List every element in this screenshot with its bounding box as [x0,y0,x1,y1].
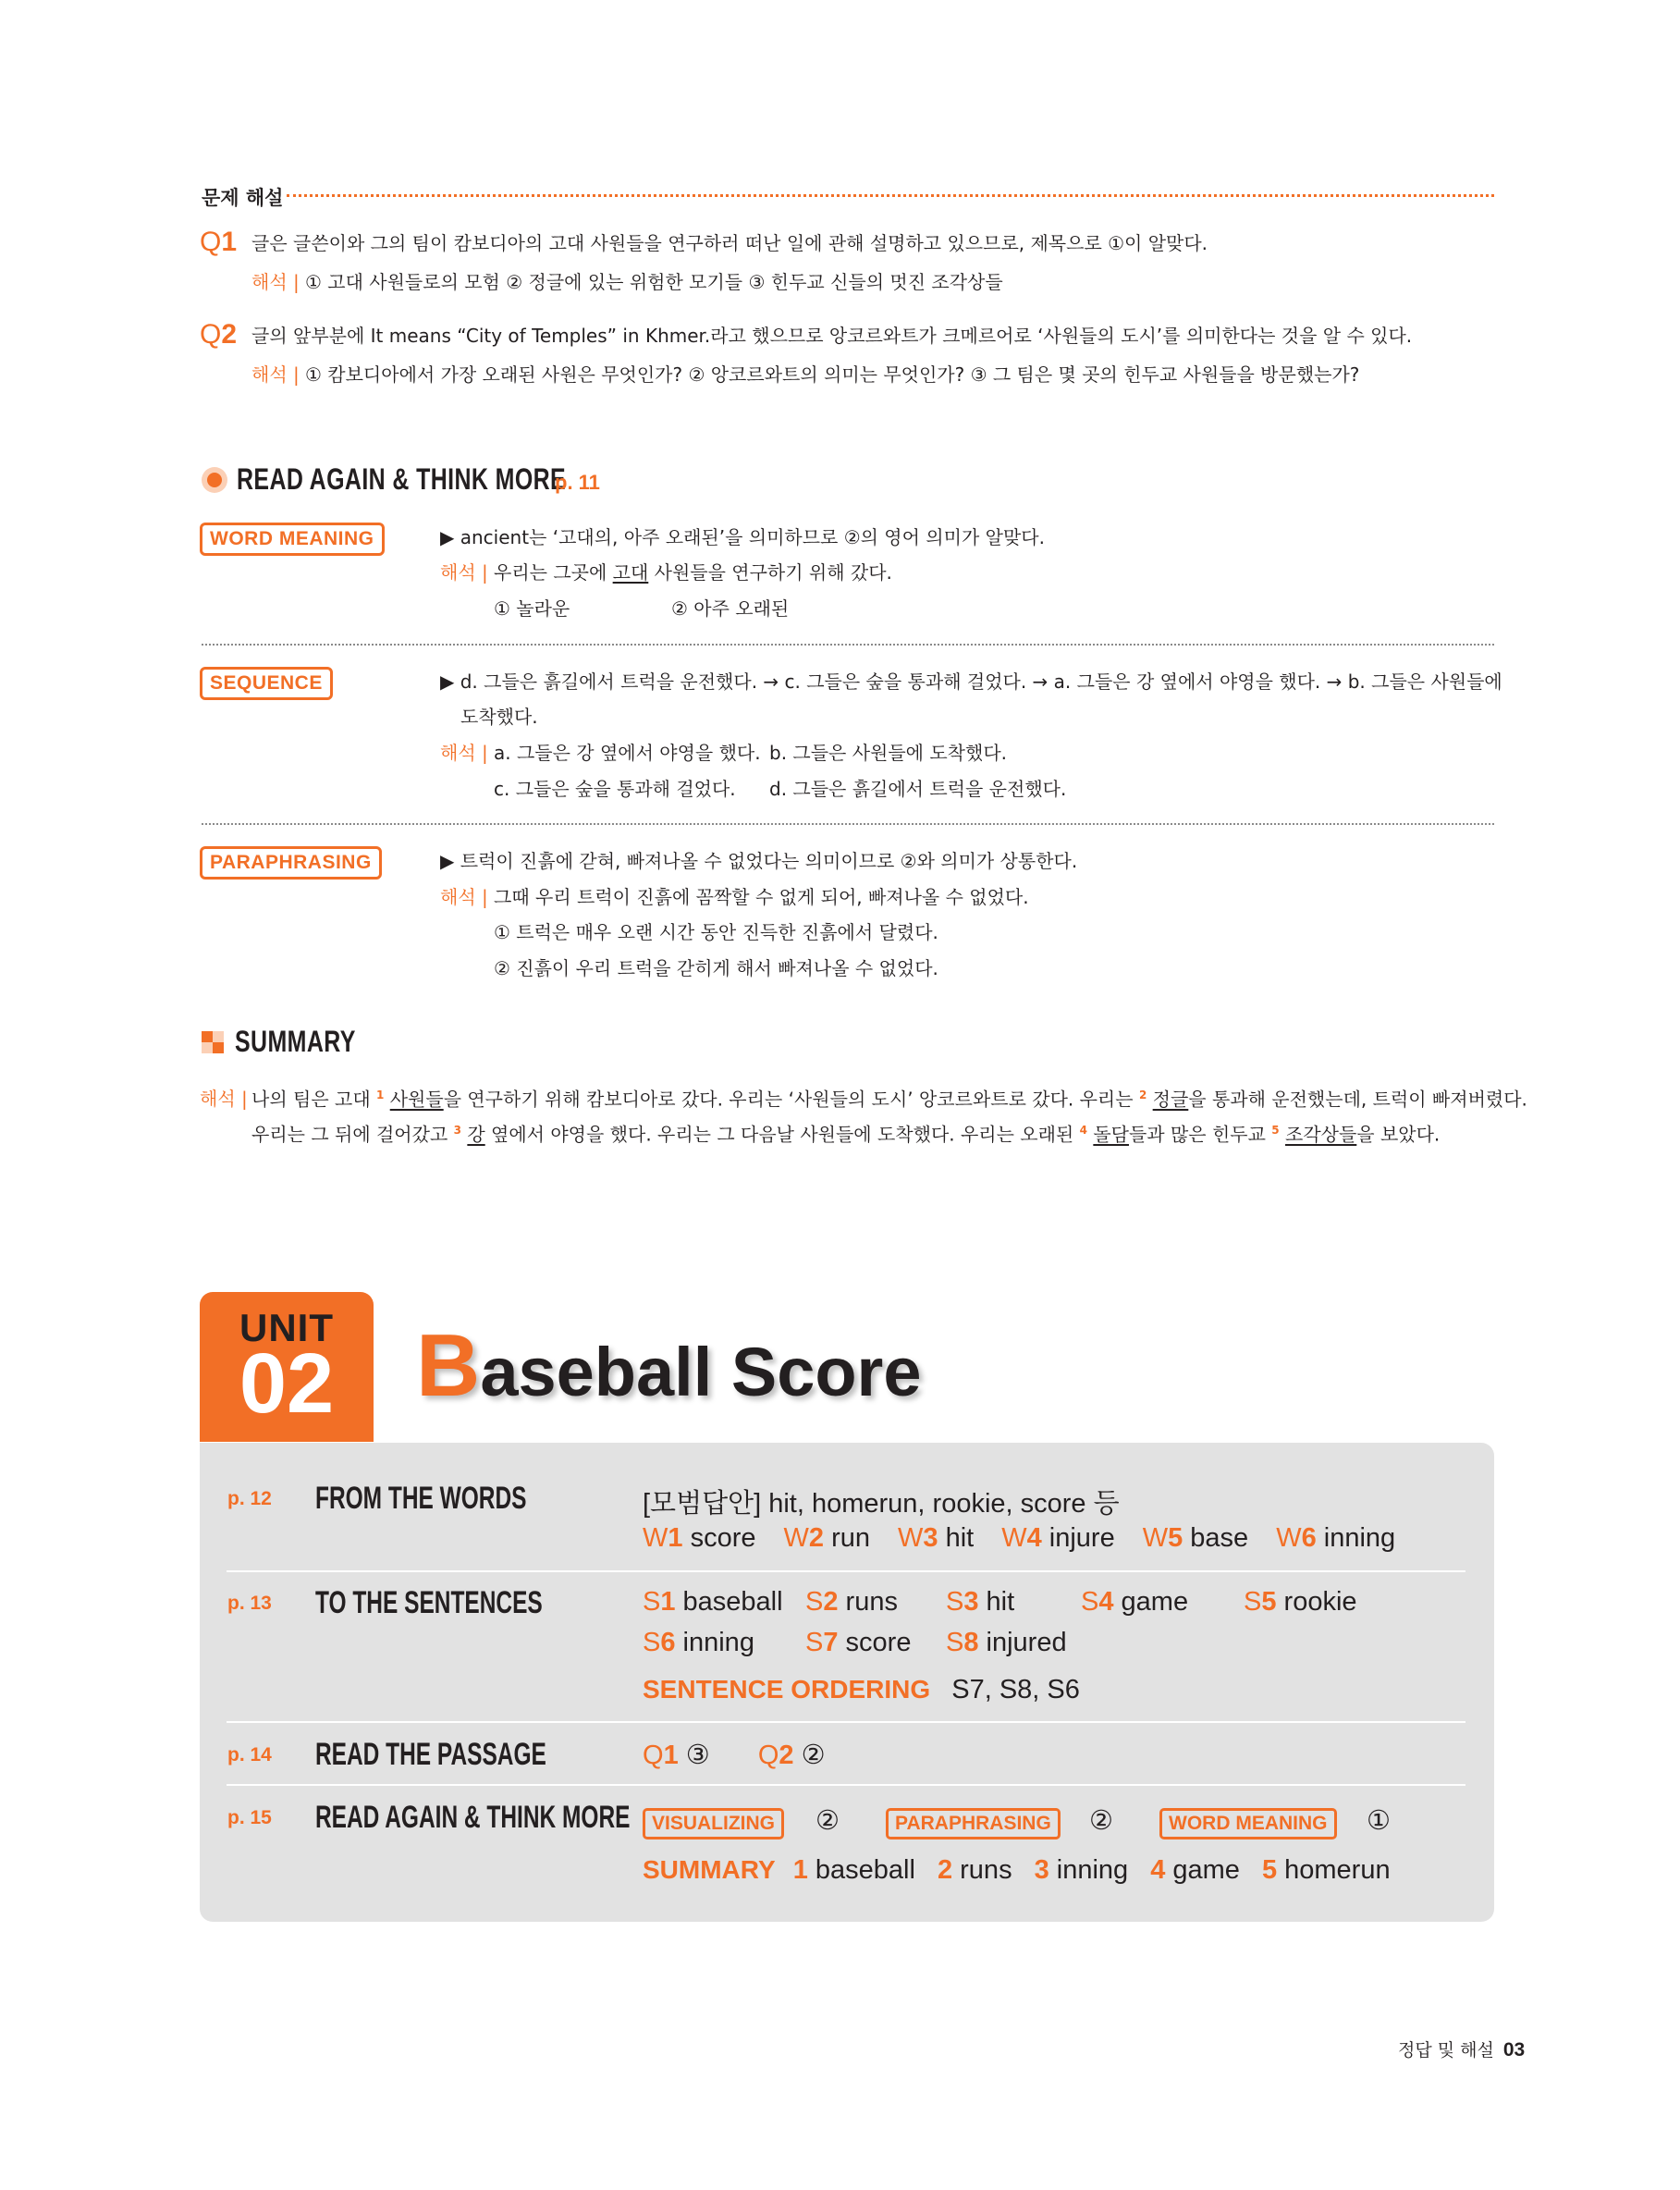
unit-number: 02 [239,1336,335,1431]
answer-word: runs [838,1587,898,1617]
word-meaning-tag: WORD MEANING [200,523,385,556]
answer-item [946,1587,1081,1618]
q1-label-q: Q [200,227,222,257]
sentence-ordering-value: S7, S8, S6 [951,1675,1080,1704]
sequence-item-b: b. 그들은 사원들에 도착했다. [769,742,1008,764]
answer-code: W1 [643,1523,683,1553]
unit-label: UNIT [239,1306,334,1349]
page-footer [1398,2036,1525,2061]
answer-item [643,1523,756,1554]
row-divider [227,1721,1465,1723]
paraphrasing-answer-tag: PARAPHRASING [886,1808,1061,1839]
answer-word: injure [1041,1523,1115,1553]
sequence-item-c: c. 그들은 숲을 통과해 걸었다. [494,778,736,800]
paraphrasing-answer: ② [1089,1806,1113,1836]
read-passage-page: p. 14 [227,1744,272,1766]
answer-code: S8 [946,1628,979,1657]
word-meaning-option-1: ① 놀라운 [494,597,570,620]
answer-code: S2 [805,1587,839,1617]
answer-word: injured [978,1628,1067,1657]
paraphrasing-option-2: ② 진흙이 우리 트럭을 갇히게 해서 빠져나올 수 없었다. [494,957,938,979]
divider [202,644,1494,646]
answer-word: game [1113,1587,1189,1617]
section-divider [287,194,1494,197]
q1-hs-text: ① 고대 사원들로의 모험 ② 정글에 있는 위험한 모기들 ③ 힌두교 신들의 멋진 조각상들 [305,271,1003,293]
answer-code: S7 [805,1628,839,1657]
q1-hs-label: 해석 | [251,271,300,293]
sequence-line2: 도착했다. [460,706,538,728]
answer-item [643,1587,805,1618]
read-again-row-page: p. 15 [227,1807,272,1828]
paraphrasing-hs-label: 해석 | [440,886,488,908]
sequence-tag: SEQUENCE [200,667,333,700]
sequence-hs-label: 해석 | [440,742,488,764]
answer-word: inning [1316,1523,1396,1553]
paraphrasing-tag: PARAPHRASING [200,846,382,880]
q2-label [200,319,237,351]
sentence-ordering [643,1675,1080,1705]
q1-label-n: 1 [221,227,238,257]
row-divider [227,1784,1465,1786]
q2-label-n: 2 [221,319,238,350]
summary-answer-item: 1 baseball [792,1855,915,1885]
word-meaning-answer-tag: WORD MEANING [1159,1808,1337,1839]
summary-hs-label: 해석 | [200,1088,248,1110]
answer-item [643,1628,805,1658]
summary-answers-label: SUMMARY [643,1855,776,1884]
answer-word: score [838,1628,912,1657]
answer-item [805,1628,946,1658]
visualizing-tag: VISUALIZING [643,1808,784,1839]
sentence-ordering-label: SENTENCE ORDERING [643,1675,931,1704]
answer-item [784,1523,871,1554]
answer-word: rookie [1276,1587,1357,1617]
page-number: 03 [1502,2039,1526,2061]
answer-item [1244,1587,1357,1618]
answer-code: S3 [946,1587,979,1617]
answer-code: S5 [1244,1587,1277,1617]
q2-label-q: Q [200,319,222,350]
sequence-item-d: d. 그들은 흙길에서 트럭을 운전했다. [769,778,1067,800]
answer-item [898,1523,974,1554]
read-passage-title: READ THE PASSAGE [315,1737,546,1772]
q1-label [200,227,237,258]
from-words-page: p. 12 [227,1488,272,1509]
answer-item [1081,1587,1244,1618]
sequence-line1: ▶ d. 그들은 흙길에서 트럭을 운전했다. → c. 그들은 숲을 통과해 걸었다. → a. 그들은 강 옆에서 야영을 했다. → b. 그들은 사원들에 [440,671,1502,693]
answer-code: S4 [1081,1587,1114,1617]
answer-code: W2 [783,1523,825,1553]
to-sentences-answers-row2 [643,1628,1067,1658]
to-sentences-title: TO THE SENTENCES [315,1585,543,1620]
summary-answer-item: 4 game [1150,1855,1240,1885]
read-again-page: p. 11 [555,471,600,494]
answer-word: base [1183,1523,1249,1553]
sequence-item-a: a. 그들은 강 옆에서 야영을 했다. [494,742,761,764]
row-divider [227,1570,1465,1572]
from-words-sample: [모범답안] hit, homerun, rookie, score 등 [643,1489,1120,1519]
from-words-title: FROM THE WORDS [315,1481,527,1516]
answer-item [946,1628,1067,1658]
q1-text: 글은 글쓴이와 그의 팀이 캄보디아의 고대 사원들을 연구하러 떠난 일에 관해 설명하고 있으므로, 제목으로 ①이 알맞다. [251,232,1208,254]
answer-code: S1 [643,1587,676,1617]
word-meaning-line1: ▶ ancient는 ‘고대의, 아주 오래된’을 의미하므로 ②의 영어 의미가 알맞다. [440,526,1045,548]
summary-line-2: 우리는 그 뒤에 걸어갔고 $^3$ 강 옆에서 야영을 했다. 우리는 그 다음날 사원들에 도착했다. 우리는 오래된 $^4$ 돌담들과 많은 힌두교 $^5$ 조각상들을 보았다. [251,1123,1441,1146]
summary-answer-item: 3 inning [1034,1855,1129,1885]
answer-word: baseball [675,1587,783,1617]
unit-title: Baseball Score [416,1316,922,1415]
from-words-answers [643,1523,1423,1554]
read-passage-answers: Q1 ③ Q2 ② [643,1741,826,1770]
answer-word: inning [675,1628,754,1657]
answer-item [1276,1523,1395,1554]
answer-code: S6 [643,1628,676,1657]
word-meaning-hs-label: 해석 | [440,561,488,584]
to-sentences-page: p. 13 [227,1593,272,1614]
read-again-row-title: READ AGAIN & THINK MORE [315,1800,631,1835]
answer-item [805,1587,946,1618]
q2-hs-text: ① 캄보디아에서 가장 오래된 사원은 무엇인가? ② 앙코르와트의 의미는 무엇인가? ③ 그 팀은 몇 곳의 힌두교 사원들을 방문했는가? [305,363,1360,386]
answer-word: score [682,1523,756,1553]
footer-label: 정답 및 해설 [1398,2040,1494,2061]
answer-word: hit [938,1523,975,1553]
answer-code: W6 [1276,1523,1317,1553]
to-sentences-answers-row1 [643,1587,1357,1618]
section-title: 문제 해설 [202,187,284,209]
summary-squares-icon [202,1031,224,1053]
divider [202,823,1494,825]
paraphrasing-line1: ▶ 트럭이 진흙에 갇혀, 빠져나올 수 없었다는 의미이므로 ②와 의미가 상통한다. [440,850,1078,872]
answer-code: W4 [1001,1523,1042,1553]
answer-item [1001,1523,1115,1554]
paraphrasing-option-1: ① 트럭은 매우 오랜 시간 동안 진득한 진흙에서 달렸다. [494,921,938,943]
read-again-bullet-icon [202,467,227,493]
word-meaning-hs-text: 우리는 그곳에 고대 사원들을 연구하기 위해 갔다. [494,561,892,584]
answer-item [1143,1523,1248,1554]
summary-line-1: 나의 팀은 고대 $^1$ 사원들을 연구하기 위해 캄보디아로 갔다. 우리는 ‘사원들의 도시’ 앙코르와트로 갔다. 우리는 $^2$ 정글을 통과해 운전했는데, 트럭이 빠져버렸다. [251,1088,1527,1111]
q2-text: 글의 앞부분에 It means “City of Temples” in Khmer.라고 했으므로 앙코르와트가 크메르어로 ‘사원들의 도시’를 의미한다는 것을 알 수 있다. [251,325,1413,347]
answer-word: hit [978,1587,1015,1617]
summary-answer-item: 5 homerun [1261,1855,1391,1885]
summary-answers [643,1855,1413,1886]
summary-title: SUMMARY [235,1025,356,1058]
visualizing-answer: ② [815,1806,840,1836]
summary-answer-item: 2 runs [937,1855,1012,1885]
read-again-title: READ AGAIN & THINK MORE [237,462,567,496]
paraphrasing-hs-text: 그때 우리 트럭이 진흙에 꼼짝할 수 없게 되어, 빠져나올 수 없었다. [494,886,1029,908]
answer-code: W3 [898,1523,938,1553]
q2-hs-label: 해석 | [251,363,300,386]
word-meaning-option-2: ② 아주 오래된 [671,597,790,620]
answer-code: W5 [1142,1523,1183,1553]
word-meaning-answer: ① [1367,1806,1391,1836]
answer-word: run [824,1523,870,1553]
